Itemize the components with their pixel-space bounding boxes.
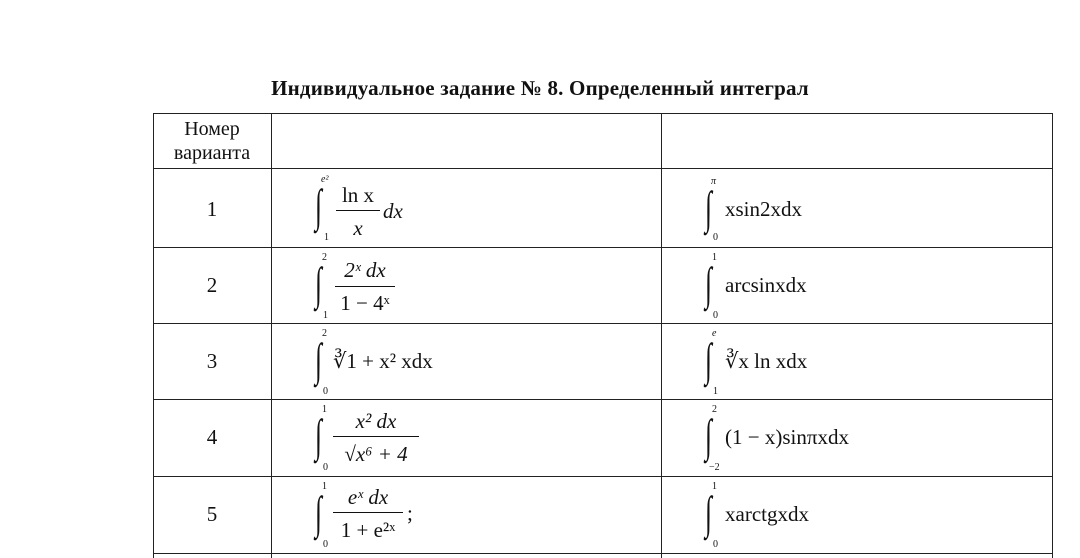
integrand: (1 − x)sinπxdx (725, 425, 849, 449)
integral-upper-limit: 1 (322, 404, 327, 415)
row-number: 1 (206, 197, 218, 221)
row-divider (153, 399, 1053, 400)
header-variant-line2: варианта (173, 142, 251, 164)
integral-sign-icon: ∫ (705, 487, 712, 538)
row-number: 5 (206, 502, 218, 526)
integral-upper-limit: 1 (712, 252, 717, 263)
integral-upper-limit: π (711, 176, 717, 187)
integral-sign-icon: ∫ (315, 334, 322, 385)
variants-table (153, 113, 1053, 558)
integral-upper-limit: 2 (712, 404, 717, 415)
integral-upper-limit: 2 (322, 328, 327, 339)
integrand-tail: dx (383, 199, 403, 223)
integrand: xarctgxdx (725, 502, 809, 526)
fraction-denominator: 1 + e²ˣ (340, 518, 396, 542)
integral-sign-icon: ∫ (705, 182, 712, 233)
fraction-numerator: ln x (341, 183, 375, 207)
integral-sign-icon: ∫ (705, 334, 712, 385)
fraction-denominator: √x⁶ + 4 (344, 442, 408, 466)
integral-sign-icon: ∫ (315, 258, 322, 309)
integral-sign-icon: ∫ (315, 410, 322, 461)
row-divider (153, 168, 1053, 169)
row-divider (153, 323, 1053, 324)
integral-upper-limit: 2 (322, 252, 327, 263)
integral-lower-limit: 0 (323, 386, 328, 397)
integral-lower-limit: 0 (713, 539, 718, 550)
table-border-right (1052, 113, 1053, 558)
page-title: Индивидуальное задание № 8. Определенный интеграл (271, 76, 809, 100)
fraction-bar (336, 210, 380, 211)
integral-lower-limit: 1 (324, 232, 329, 243)
integrand-tail: ; (407, 501, 413, 525)
row-number: 2 (206, 273, 218, 297)
row-number: 3 (206, 349, 218, 373)
integrand: ∛x ln xdx (725, 349, 808, 373)
integral-sign-icon: ∫ (705, 410, 712, 461)
row-divider (153, 553, 1053, 554)
fraction-denominator: x (353, 216, 363, 240)
row-divider (153, 247, 1053, 248)
fraction-bar (333, 436, 419, 437)
integral-upper-limit: 1 (322, 481, 327, 492)
integral-lower-limit: 1 (713, 386, 718, 397)
table-border-left (153, 113, 154, 558)
table-border-top (153, 113, 1053, 114)
fraction-numerator: 2ˣ dx (344, 258, 386, 282)
integral-lower-limit: 0 (713, 310, 718, 321)
fraction-numerator: eˣ dx (347, 485, 389, 509)
row-number: 4 (206, 425, 218, 449)
integrand: ∛1 + x² xdx (333, 349, 433, 373)
fraction-bar (333, 512, 403, 513)
table-divider-1 (271, 113, 272, 558)
integral-upper-limit: e (712, 328, 717, 339)
integral-lower-limit: 0 (323, 539, 328, 550)
fraction-numerator: x² dx (355, 409, 397, 433)
header-variant-line1: Номер (184, 118, 240, 140)
integral-lower-limit: 0 (323, 462, 328, 473)
integrand: xsin2xdx (725, 197, 803, 221)
integral-lower-limit: −2 (709, 462, 720, 473)
integral-sign-icon: ∫ (315, 180, 322, 231)
integral-sign-icon: ∫ (705, 258, 712, 309)
row-divider (153, 476, 1053, 477)
table-divider-2 (661, 113, 662, 558)
integral-lower-limit: 0 (713, 232, 718, 243)
integral-sign-icon: ∫ (315, 487, 322, 538)
integral-upper-limit: 1 (712, 481, 717, 492)
integrand: arcsinxdx (725, 273, 807, 297)
fraction-bar (335, 286, 395, 287)
fraction-denominator: 1 − 4ˣ (340, 291, 390, 315)
integral-lower-limit: 1 (323, 310, 328, 321)
integral-upper-limit: e² (321, 174, 329, 185)
